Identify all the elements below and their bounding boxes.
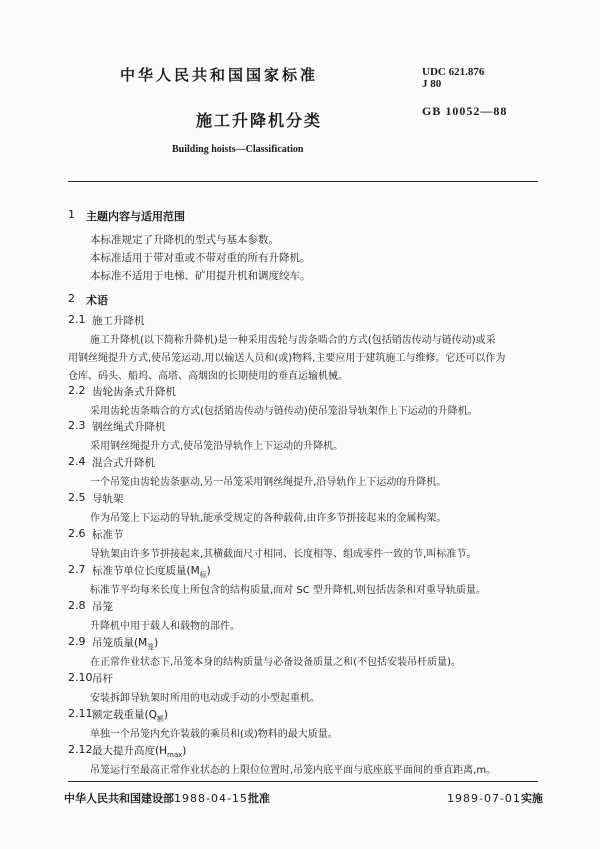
paragraph: 施工升降机(以下简称升降机)是一种采用齿轮与齿条啮合的方式(包括销齿传动与链传动)或采 (90, 335, 496, 346)
clause-title-text: 标准节单位长度质量(M (92, 565, 200, 577)
clause-number: 2.6 (68, 527, 86, 540)
paragraph: 本标准规定了升降机的型式与基本参数。 (90, 234, 279, 246)
clause-title-close: ) (206, 565, 211, 577)
udc-block (422, 66, 484, 90)
section-number: 2 (68, 292, 75, 305)
national-standard-title: 中华人民共和国国家标准 (120, 66, 319, 84)
clause-number: 2.5 (68, 491, 86, 504)
effective-statement (447, 790, 543, 806)
document-title-english: Building hoists—Classification (172, 144, 304, 155)
paragraph: 作为吊笼上下运动的导轨,能承受规定的各种载荷,由许多节拼接起来的金属构架。 (90, 513, 447, 524)
paragraph: 单独一个吊笼内允许装载的乘员和(或)物料的最大质量。 (90, 729, 338, 740)
clause-title: 吊笼 (92, 601, 113, 613)
clause-title: 钢丝绳式升降机 (92, 421, 166, 433)
paragraph: 用钢丝绳提升方式,使吊笼运动,用以输送人员和(或)物料,主要应用于建筑施工与维修。它还可以作为 (68, 353, 506, 364)
paragraph: 本标准适用于带对重或不带对重的所有升降机。 (90, 252, 311, 264)
clause-title: 标准节 (92, 529, 124, 541)
clause-title (92, 635, 158, 652)
clause-title-close: ) (163, 709, 168, 721)
class-code: J 80 (422, 78, 442, 90)
clause-number: 2.7 (68, 563, 86, 576)
clause-title: 施工升降机 (92, 315, 145, 327)
paragraph: 安装拆卸导轨架时所用的电动或手动的小型起重机。 (90, 693, 320, 704)
clause-title: 导轨架 (92, 493, 124, 505)
paragraph: 升降机中用于载人和载物的部件。 (90, 621, 240, 632)
clause-title: 齿轮齿条式升降机 (92, 386, 176, 398)
clause-title (92, 743, 186, 759)
approval-label: 批准 (247, 792, 270, 805)
document-title: 施工升降机分类 (196, 111, 323, 130)
issuer: 中华人民共和国建设部 (64, 792, 174, 805)
header-divider (68, 181, 538, 182)
clause-number: 2.4 (68, 455, 86, 468)
clause-title-close: ) (182, 745, 187, 757)
paragraph: 采用齿轮齿条啮合的方式(包括销齿传动与链传动)使吊笼沿导轨架作上下运动的升降机。 (90, 406, 478, 417)
udc-code: UDC 621.876 (422, 66, 485, 78)
section-heading: 主题内容与适用范围 (86, 210, 185, 223)
clause-title (92, 563, 211, 580)
clause-title: 吊杆 (92, 673, 113, 685)
effective-label: 实施 (520, 792, 543, 805)
clause-title-close: ) (154, 637, 159, 649)
clause-number: 2.8 (68, 599, 86, 612)
clause-number: 2.10 (68, 671, 93, 684)
symbol-subscript: 标 (199, 571, 207, 580)
section-heading: 术语 (86, 294, 108, 307)
clause-number: 2.1 (68, 313, 86, 326)
paragraph: 标准节平均每米长度上所包含的结构质量,而对 SC 型升降机,则包括齿条和对重导轨质量。 (90, 585, 487, 596)
symbol-subscript: 笼 (147, 643, 155, 652)
clause-number: 2.3 (68, 419, 86, 432)
symbol-subscript: max (167, 751, 183, 760)
paragraph: 导轨架由许多节拼接起来,其横截面尺寸相同、长度相等、组成零件一致的节,叫标准节。 (90, 549, 477, 560)
paragraph: 采用钢丝绳提升方式,使吊笼沿导轨作上下运动的升降机。 (90, 441, 344, 452)
approval-date: 1988-04-15 (174, 792, 248, 805)
clause-title-text: 吊笼质量(M (92, 637, 148, 649)
clause-title-text: 最大提升高度(H (92, 745, 167, 757)
clause-number: 2.2 (68, 384, 86, 397)
clause-title (92, 707, 168, 724)
paragraph: 在正常作业状态下,吊笼本身的结构质量与必备设备质量之和(不包括安装吊杆质量)。 (90, 657, 461, 668)
clause-number: 2.11 (68, 707, 93, 720)
paragraph: 仓库、码头、船坞、高塔、高烟囱的长期使用的垂直运输机械。 (68, 371, 348, 382)
standard-number: GB 10052—88 (422, 104, 508, 118)
paragraph: 本标准不适用于电梯、矿用提升机和调度绞车。 (90, 270, 311, 282)
effective-date: 1989-07-01 (447, 792, 521, 805)
footer-divider (68, 781, 538, 782)
paragraph: 一个吊笼由齿轮齿条驱动,另一吊笼采用钢丝绳提升,沿导轨作上下运动的升降机。 (90, 477, 447, 488)
section-number: 1 (68, 208, 75, 221)
paragraph: 吊笼运行至最高正常作业状态的上限位位置时,吊笼内底平面与底座底平面间的垂直距离,m。 (90, 765, 497, 776)
clause-title: 混合式升降机 (92, 457, 155, 469)
clause-number: 2.9 (68, 635, 86, 648)
approval-statement (64, 790, 270, 806)
symbol-subscript: 额 (156, 715, 164, 724)
clause-number: 2.12 (68, 743, 93, 756)
clause-title-text: 额定载重量(Q (92, 709, 157, 721)
